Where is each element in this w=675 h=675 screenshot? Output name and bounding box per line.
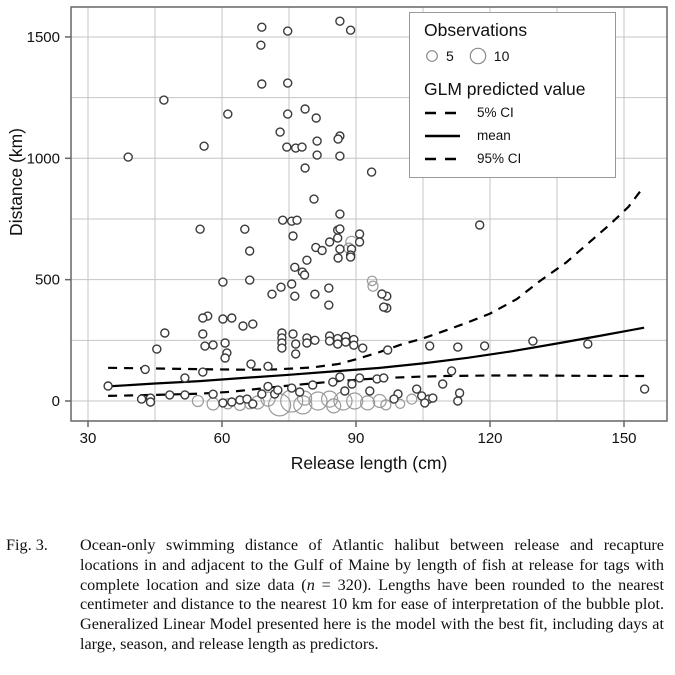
y-tick-label: 0 — [51, 393, 60, 410]
legend-size-item-5 — [424, 48, 454, 64]
y-tick-label: 500 — [34, 271, 60, 289]
data-point — [429, 394, 437, 402]
legend-size-item-10 — [468, 46, 510, 66]
data-point — [196, 225, 204, 233]
data-point — [284, 79, 292, 87]
data-point — [313, 137, 321, 145]
data-point — [529, 337, 537, 345]
data-point — [356, 230, 364, 238]
y-axis-title: Distance (km) — [6, 128, 26, 236]
data-point — [284, 27, 292, 35]
data-point — [264, 362, 272, 370]
legend-glm-title: GLM predicted value — [424, 79, 586, 99]
x-tick-label: 150 — [611, 430, 637, 447]
legend-item-label: 5% CI — [477, 105, 514, 120]
data-point — [276, 128, 284, 136]
data-point — [336, 152, 344, 160]
legend-size-label: 10 — [493, 48, 510, 64]
data-point — [378, 290, 386, 298]
data-point — [359, 344, 367, 352]
data-point — [301, 271, 309, 279]
data-point — [311, 290, 319, 298]
caption-text-part: = 320). Lengths have been rounded to the nearest centimeter and distance to the nearest 10 km for ease of interpretation of the bubble plot. Generalized Linear Model presented here is the model with the best fit, including days at large, season, and release length as predictors. — [80, 575, 664, 653]
data-point — [448, 367, 456, 375]
data-point — [166, 391, 174, 399]
data-point — [161, 329, 169, 337]
data-point — [303, 256, 311, 264]
data-point — [292, 350, 300, 358]
data-point — [264, 382, 272, 390]
data-point — [298, 143, 306, 151]
x-tick-label: 60 — [213, 430, 231, 447]
data-point — [334, 135, 342, 143]
data-point — [311, 336, 319, 344]
data-point — [336, 245, 344, 253]
data-point — [454, 397, 462, 405]
data-point — [288, 280, 296, 288]
data-point — [384, 346, 392, 354]
data-point — [219, 399, 227, 407]
data-point — [284, 110, 292, 118]
data-point — [336, 225, 344, 233]
bubble-size-5-icon — [424, 48, 440, 64]
data-point — [336, 210, 344, 218]
data-point — [313, 151, 321, 159]
data-point — [426, 342, 434, 350]
data-point — [199, 368, 207, 376]
data-point — [209, 341, 217, 349]
data-point — [219, 315, 227, 323]
data-point — [347, 26, 355, 34]
data-point — [380, 303, 388, 311]
data-point — [181, 374, 189, 382]
data-point — [641, 385, 649, 393]
data-point — [199, 330, 207, 338]
data-point — [241, 225, 249, 233]
data-point — [291, 292, 299, 300]
data-point — [293, 216, 301, 224]
legend-item-mean — [424, 124, 615, 147]
data-point — [476, 221, 484, 229]
data-point — [147, 398, 155, 406]
x-tick-label: 30 — [79, 430, 97, 447]
data-point — [296, 388, 304, 396]
data-point — [181, 391, 189, 399]
data-point — [104, 382, 112, 390]
data-point — [456, 389, 464, 397]
caption-text-part: Ocean-only swimming distance of Atlantic halibut between release and recapture locations in and adjacent to the Gulf of Maine by length of fish at release for tags with complete location and size data ( — [80, 536, 664, 594]
data-point — [291, 263, 299, 271]
data-point — [325, 284, 333, 292]
data-point — [326, 337, 334, 345]
bubble-size-10-circle — [470, 48, 485, 63]
data-point — [348, 380, 356, 388]
data-point — [312, 114, 320, 122]
data-point — [224, 110, 232, 118]
legend-size-row — [424, 42, 615, 70]
data-point — [200, 142, 208, 150]
data-point — [288, 384, 296, 392]
data-point — [334, 234, 342, 242]
caption-italic-n: n — [306, 575, 315, 594]
data-point — [228, 314, 236, 322]
legend-size-label: 5 — [446, 48, 454, 64]
data-point — [247, 360, 255, 368]
data-point — [249, 320, 257, 328]
legend-item-label: 95% CI — [477, 151, 522, 166]
legend-observations-title: Observations — [424, 20, 528, 40]
data-point — [258, 390, 266, 398]
y-tick-label: 1000 — [26, 150, 60, 168]
data-point — [228, 398, 236, 406]
legend-item-label: mean — [477, 128, 511, 143]
data-point — [274, 386, 282, 394]
data-point — [160, 96, 168, 104]
data-point — [246, 276, 254, 284]
x-axis-title: Release length (cm) — [290, 453, 448, 473]
data-point — [258, 23, 266, 31]
data-point — [257, 41, 265, 49]
data-point — [289, 330, 297, 338]
dashed-line-icon — [424, 109, 461, 117]
dashed-line-icon — [424, 155, 461, 163]
solid-line-icon — [424, 132, 461, 140]
data-point — [318, 247, 326, 255]
data-point — [334, 340, 342, 348]
legend-item-ci95 — [424, 147, 615, 170]
data-point — [292, 340, 300, 348]
data-point — [124, 153, 132, 161]
data-point — [390, 395, 398, 403]
data-point — [268, 290, 276, 298]
data-point — [138, 395, 146, 403]
data-point — [368, 168, 376, 176]
data-point — [454, 343, 462, 351]
data-point — [356, 238, 364, 246]
data-point — [347, 253, 355, 261]
data-point — [246, 247, 254, 255]
data-point — [283, 143, 291, 151]
data-point — [249, 400, 257, 408]
data-point — [303, 339, 311, 347]
data-point — [329, 378, 337, 386]
y-tick-label: 1500 — [26, 28, 60, 46]
data-point — [153, 345, 161, 353]
legend-item-ci5 — [424, 101, 615, 124]
data-point — [350, 341, 358, 349]
data-point — [141, 365, 149, 373]
data-point — [356, 374, 364, 382]
data-point — [380, 374, 388, 382]
data-point — [221, 339, 229, 347]
data-point — [341, 387, 349, 395]
data-point — [439, 380, 447, 388]
data-point — [481, 342, 489, 350]
data-point — [421, 399, 429, 407]
data-point — [366, 387, 374, 395]
data-point — [334, 254, 342, 262]
data-point — [201, 342, 209, 350]
bubble-size-10-icon — [468, 46, 488, 66]
data-point — [199, 314, 207, 322]
x-tick-label: 120 — [477, 430, 503, 447]
bubble-size-5-circle — [427, 51, 438, 62]
bubble — [368, 281, 378, 291]
data-point — [221, 354, 229, 362]
data-point — [310, 195, 318, 203]
data-point — [219, 278, 227, 286]
data-point — [239, 322, 247, 330]
data-point — [584, 340, 592, 348]
data-point — [258, 80, 266, 88]
bubble — [407, 394, 417, 404]
data-point — [309, 381, 317, 389]
data-point — [301, 164, 309, 172]
data-point — [326, 238, 334, 246]
bubble — [207, 398, 219, 410]
data-point — [278, 344, 286, 352]
legend — [409, 12, 616, 178]
data-point — [325, 301, 333, 309]
data-point — [336, 373, 344, 381]
data-point — [279, 216, 287, 224]
data-point — [336, 17, 344, 25]
data-point — [342, 338, 350, 346]
data-point — [289, 232, 297, 240]
data-point — [277, 283, 285, 291]
data-point — [301, 105, 309, 113]
caption-label: Fig. 3. — [6, 536, 48, 554]
data-point — [209, 390, 217, 398]
figure-caption — [0, 536, 675, 655]
x-tick-label: 90 — [347, 430, 365, 447]
caption-text — [80, 536, 664, 655]
